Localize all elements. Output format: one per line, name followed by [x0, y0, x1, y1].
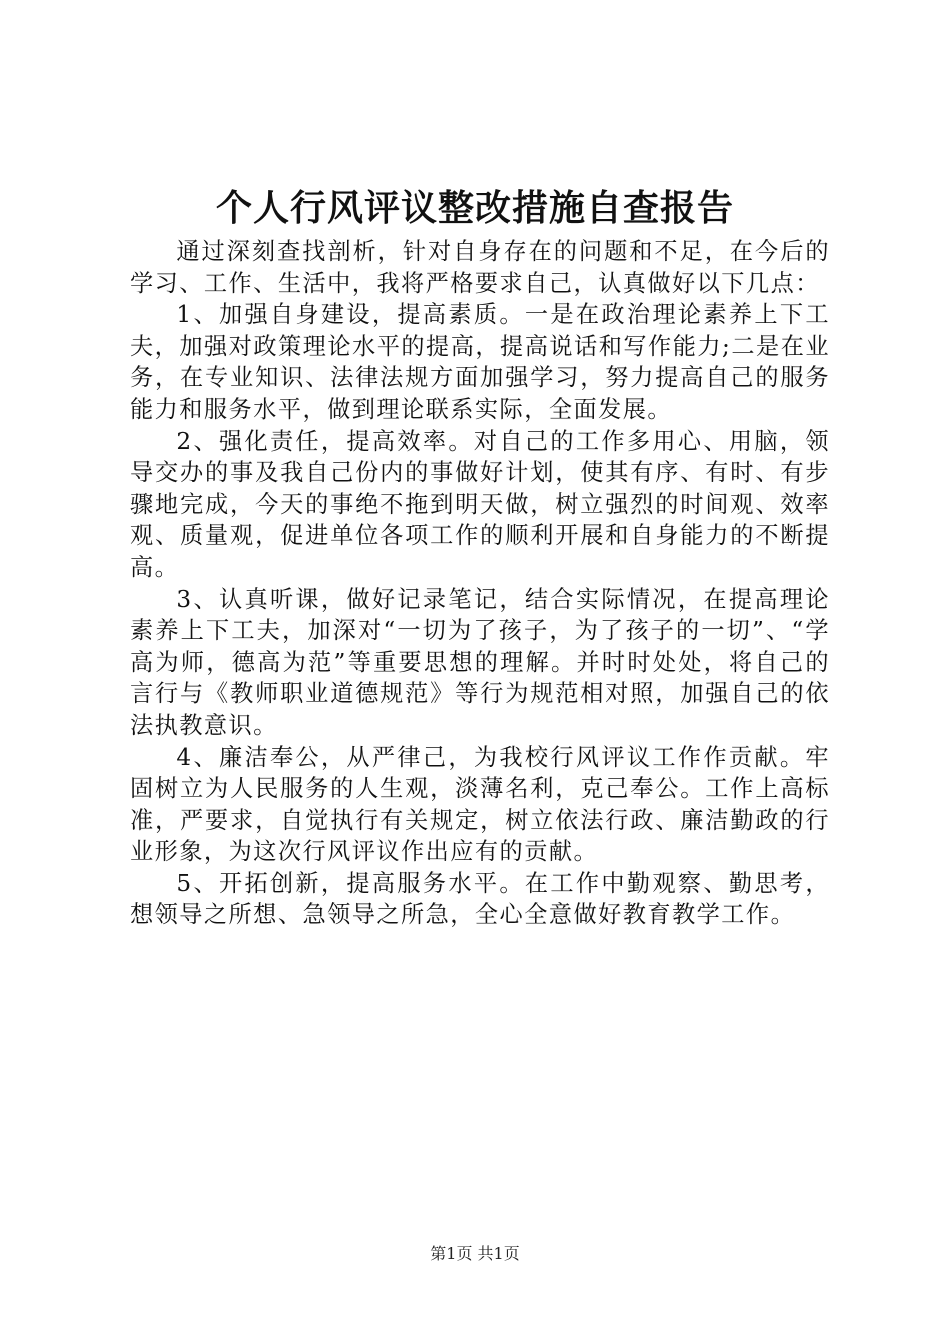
paragraph-point-3: 3、认真听课，做好记录笔记，结合实际情况，在提高理论素养上下工夫，加深对“一切为了孩子，为了孩子的一切”、“学高为师，德高为范”等重要思想的理解。并时时处处，将自己的言行与《教师职业道德规范》等行为规范相对照，加强自己的依法执教意识。: [130, 585, 830, 739]
page-number-footer: 第1页 共1页: [430, 1244, 520, 1263]
document-title: 个人行风评议整改措施自查报告: [215, 187, 734, 229]
paragraph-point-2: 2、强化责任，提高效率。对自己的工作多用心、用脑，领导交办的事及我自己份内的事做好计划，使其有序、有时、有步骤地完成，今天的事绝不拖到明天做，树立强烈的时间观、效率观、质量观，促进单位各项工作的顺利开展和自身能力的不断提高。: [130, 427, 830, 581]
document-body: [130, 236, 830, 931]
paragraph-intro: 通过深刻查找剖析，针对自身存在的问题和不足，在今后的学习、工作、生活中，我将严格要求自己，认真做好以下几点：: [130, 238, 830, 297]
paragraph-point-1: 1、加强自身建设，提高素质。一是在政治理论素养上下工夫，加强对政策理论水平的提高，提高说话和写作能力;二是在业务，在专业知识、法律法规方面加强学习，努力提高自己的服务能力和服务水平，做到理论联系实际，全面发展。: [130, 301, 830, 423]
paragraph-point-5: 5、开拓创新，提高服务水平。在工作中勤观察、勤思考，想领导之所想、急领导之所急，全心全意做好教育教学工作。: [130, 869, 830, 929]
paragraph-point-4: 4、廉洁奉公，从严律己，为我校行风评议工作作贡献。牢固树立为人民服务的人生观，淡薄名利，克己奉公。工作上高标准，严要求，自觉执行有关规定，树立依法行政、廉洁勤政的行业形象，为这次行风评议作出应有的贡献。: [130, 743, 830, 866]
